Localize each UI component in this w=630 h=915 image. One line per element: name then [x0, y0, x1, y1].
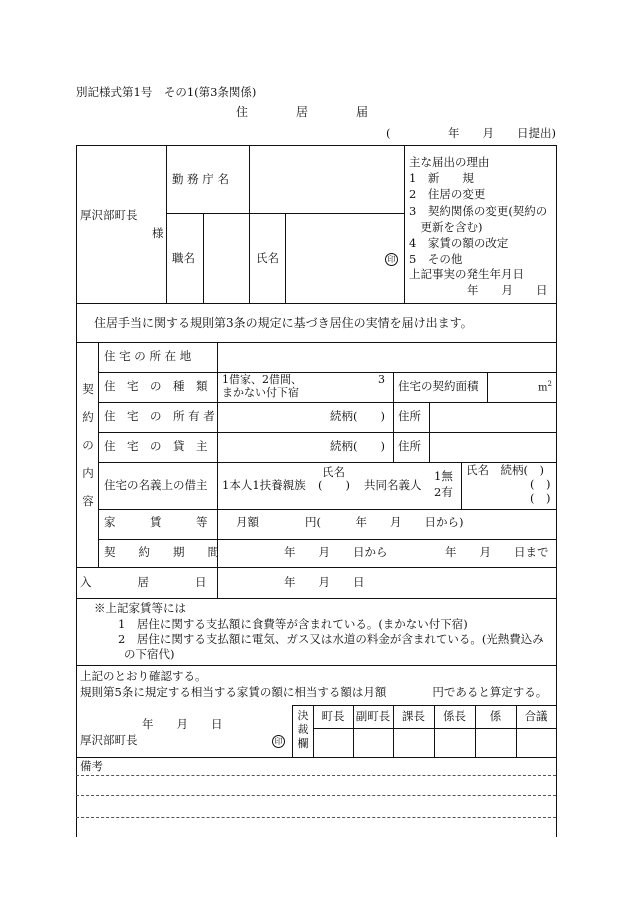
reason-item: 3 契約関係の変更(契約の [409, 203, 548, 218]
reason-item: 更新を含む) [409, 219, 483, 234]
approval-stamp-cell[interactable] [354, 729, 392, 756]
notes-item: 1 居住に関する支払額に食費等が含まれている。(まかない付下宿) [118, 617, 468, 631]
owner-address-label: 住所 [398, 409, 421, 423]
nominal-option[interactable]: 1本人1扶養親族 [222, 478, 306, 492]
reason-item: 2 住居の変更 [409, 187, 486, 202]
remarks-label: 備考 [80, 759, 103, 773]
co-tenant-name-relation[interactable]: 氏名 続柄( ) [466, 463, 544, 477]
location-label: 住 宅 の 所 在 地 [104, 349, 192, 363]
period-label: 契 約 期 間 [104, 545, 219, 559]
approval-stamp-cell[interactable] [517, 729, 555, 756]
position-label: 職名 [172, 251, 195, 265]
reason-item: 4 家賃の額の改定 [409, 236, 509, 251]
statement: 住居手当に関する規則第3条の規定に基づき居住の実情を届け出ます。 [94, 316, 473, 330]
type-option-2[interactable]: まかない付下宿 [222, 386, 299, 399]
notes-heading: ※上記家賃等には [94, 601, 186, 615]
addressee: 厚沢部町長 [80, 208, 138, 222]
confirm-date[interactable]: 年 月 日 [142, 717, 223, 731]
seal-mark: 印 [385, 253, 398, 266]
type-option-1[interactable]: 1借家、2借間、 [222, 373, 302, 386]
reason-item: 1 新 規 [409, 171, 474, 186]
approval-stamp-cell[interactable] [394, 729, 433, 756]
area-unit: $m^2$ [538, 380, 552, 394]
co-tenant-opt-yes[interactable]: 2有 [434, 485, 453, 499]
type-option-3[interactable]: 3 [378, 373, 385, 386]
confirm-line: 規則第5条に規定する相当する家賃の額に相当する額は月額 円であると算定する。 [80, 685, 548, 699]
name-label: 氏名 [256, 251, 279, 265]
approval-col: 係長 [443, 709, 466, 723]
owner-relation[interactable]: 続柄( ) [330, 409, 385, 423]
occupancy-field[interactable]: 年 月 日 [284, 575, 365, 589]
confirm-mayor: 厚沢部町長 [80, 733, 138, 747]
event-date-label: 上記事実の発生年月日 [409, 267, 524, 281]
approval-stamp-cell[interactable] [435, 729, 474, 756]
approval-col: 係 [489, 709, 502, 723]
co-tenant-paren[interactable]: ( ) [530, 477, 551, 491]
office-label: 勤 務 庁 名 [172, 172, 229, 186]
event-date-value[interactable]: 年 月 日 [467, 283, 548, 297]
occupancy-label: 入 居 日 [80, 575, 207, 589]
lender-label: 住 宅 の 貸 主 [104, 439, 208, 453]
co-tenant-opt-none[interactable]: 1無 [434, 469, 453, 483]
remarks-field[interactable] [78, 776, 554, 836]
owner-label: 住 宅 の 所 有 者 [104, 409, 215, 423]
approval-stamp-cell[interactable] [476, 729, 515, 756]
rent-field[interactable]: 月額 円( 年 月 日から) [236, 515, 464, 529]
lender-relation[interactable]: 続柄( ) [330, 439, 385, 453]
area-label: 住宅の契約面積 [398, 379, 479, 393]
reasons-list [409, 154, 547, 267]
addressee-suffix: 様 [152, 226, 164, 240]
notes-item-cont: の下宿代) [124, 647, 175, 661]
form-title: 住 居 届 [236, 105, 369, 119]
confirm-line: 上記のとおり確認する。 [80, 669, 207, 683]
seal-mark: 印 [272, 735, 285, 748]
reasons-title: 主な届出の理由 [409, 155, 490, 169]
reason-item: 5 その他 [409, 252, 463, 267]
co-tenant-paren[interactable]: ( ) [530, 491, 551, 505]
lender-address-label: 住所 [398, 439, 421, 453]
nominal-paren[interactable]: ( ) [318, 478, 350, 492]
nominal-label: 住宅の名義上の借主 [104, 478, 208, 492]
submission-date-line: ( 年 月 日提出) [386, 126, 556, 140]
co-tenant-label: 共同名義人 [364, 478, 422, 492]
nominal-name-label: 氏名 [322, 465, 345, 479]
approval-col: 副町長 [355, 709, 391, 723]
form-id: 別記様式第1号 その1(第3条関係) [76, 85, 257, 99]
rent-label: 家 賃 等 [104, 515, 208, 529]
approval-col: 課長 [402, 709, 425, 723]
contract-side-label: 契 約 の 内 容 [82, 382, 94, 508]
approval-label: 決裁欄 [297, 709, 309, 750]
notes-item: 2 居住に関する支払額に電気、ガス又は水道の料金が含まれている。(光熱費込み [118, 632, 544, 646]
period-field[interactable]: 年 月 日から 年 月 日まで [284, 545, 549, 559]
type-label: 住 宅 の 種 類 [104, 379, 208, 393]
approval-stamp-cell[interactable] [314, 729, 352, 756]
approval-col: 合議 [524, 709, 548, 723]
approval-col: 町長 [321, 709, 345, 723]
